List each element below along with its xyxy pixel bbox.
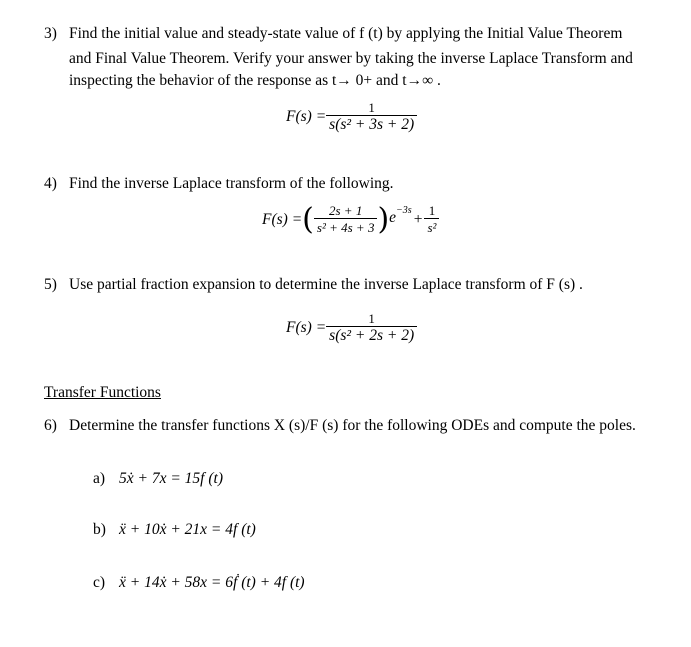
problem-5-text: Use partial fraction expansion to determine the inverse Laplace transform of F (s) .	[69, 276, 583, 293]
problem-4-lhs: F(s) =	[262, 210, 303, 228]
problem-4-fraction	[314, 203, 378, 236]
problem-3-numerator: 1	[368, 100, 375, 115]
right-paren: )	[377, 201, 390, 237]
problem-5-fraction	[326, 311, 417, 344]
section-title: Transfer Functions	[44, 384, 161, 401]
problem-4-plus: +	[413, 210, 423, 228]
part-a-equation: 5ẋ + 7x = 15f (t)	[119, 470, 223, 487]
problem-3-lhs: F(s) =	[286, 107, 327, 125]
problem-4-number: 4)	[44, 175, 57, 192]
problem-3-number: 3)	[44, 25, 57, 42]
problem-4-term2-den: s²	[424, 218, 439, 236]
problem-4-denominator: s² + 4s + 3	[314, 218, 378, 236]
problem-6-text: Determine the transfer functions X (s)/F (s) for the following ODEs and compute the poles.	[69, 417, 636, 434]
problem-4-numerator: 2s + 1	[329, 203, 363, 218]
part-b-equation: ẍ + 10ẋ + 21x = 4f (t)	[119, 521, 256, 538]
problem-4-term2	[424, 203, 439, 236]
problem-5-denominator: s(s² + 2s + 2)	[326, 326, 417, 344]
part-a-label: a)	[93, 470, 106, 487]
left-paren: (	[302, 201, 314, 237]
problem-5-equation	[286, 311, 417, 344]
problem-3-line-3: inspecting the behavior of the response as t→ 0+ and t→∞ .	[69, 72, 441, 89]
problem-4-exp-base: e	[389, 208, 397, 226]
problem-3-line-1: Find the initial value and steady-state value of f (t) by applying the Initial Value Theorem	[69, 25, 623, 42]
problem-3-line-2: and Final Value Theorem. Verify your answer by taking the inverse Laplace Transform and	[69, 50, 633, 67]
problem-5-number: 5)	[44, 276, 57, 293]
problem-4-term2-num: 1	[428, 203, 436, 218]
part-b-label: b)	[93, 521, 106, 538]
problem-4-text: Find the inverse Laplace transform of the following.	[69, 175, 394, 192]
problem-4-equation	[262, 203, 439, 236]
part-c-equation: ẍ + 14ẋ + 58x = 6ḟ (t) + 4f (t)	[119, 574, 305, 591]
problem-3-fraction	[326, 100, 417, 133]
problem-6-number: 6)	[44, 417, 57, 434]
problem-5-numerator: 1	[368, 311, 375, 326]
problem-3-denominator: s(s² + 3s + 2)	[326, 115, 417, 133]
part-c-label: c)	[93, 574, 106, 591]
problem-5-lhs: F(s) =	[286, 318, 327, 336]
problem-4-exp-power: −3s	[396, 205, 412, 216]
problem-3-equation	[286, 100, 417, 133]
